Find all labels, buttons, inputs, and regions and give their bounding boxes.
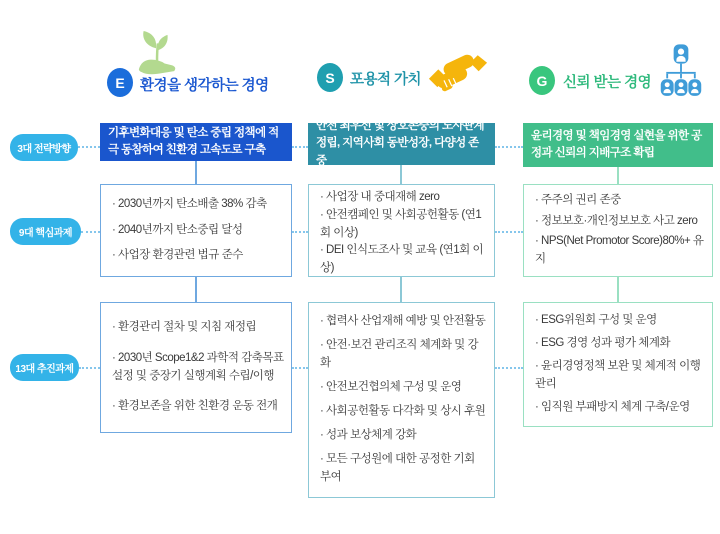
column-connector-line — [195, 161, 197, 184]
list-item: · ESG위원회 구성 및 운영 — [535, 314, 657, 327]
list-item: · 환경관리 절차 및 지침 재정립 — [112, 321, 257, 334]
dotted-connector — [292, 367, 308, 369]
list-item: · 안전보건협의체 구성 및 운영 — [320, 381, 462, 394]
row-pill-strategy-directions: 3대 전략방향 — [10, 134, 78, 161]
list-item: · 2030년 Scope1&2 과학적 감축목표 설정 및 중장기 실행계획 수립/이행 — [112, 351, 284, 382]
strategy-text: 안전 최우선 및 상호존중의 노사관계정립, 지역사회 동반성장, 다양성 존중 — [316, 120, 485, 167]
list-item: · 주주의 권리 존중 — [535, 193, 621, 206]
core-tasks-panel-environment — [100, 184, 292, 277]
dotted-connector — [495, 367, 523, 369]
list-item: · 사업장 환경관련 법규 준수 — [112, 248, 243, 261]
column-title-governance: 신뢰 받는 경영 — [563, 75, 652, 91]
strategy-text: 기후변화대응 및 탄소 중립 정책에 적극 동참하여 친환경 고속도로 구축 — [108, 126, 279, 156]
row-pill-action-tasks: 13대 추진과제 — [10, 354, 79, 381]
handshake-icon — [428, 52, 488, 96]
strategy-box-environment — [100, 123, 292, 161]
dotted-connector — [79, 367, 100, 369]
dotted-connector — [292, 146, 308, 148]
list-item: · DEI 인식도조사 및 교육 (연1회 이상) — [320, 244, 484, 275]
list-item: · 임직원 부패방지 체계 구축/운영 — [535, 401, 690, 413]
list-item: · 성과 보상체계 강화 — [320, 429, 417, 442]
list-item: · 2040년까지 탄소중립 달성 — [112, 223, 243, 236]
list-item: · 2030년까지 탄소배출 38% 감축 — [112, 198, 267, 211]
dotted-connector — [292, 231, 308, 233]
action-tasks-panel-social — [308, 302, 495, 498]
row-pill-core-tasks: 9대 핵심과제 — [10, 218, 81, 245]
action-tasks-panel-governance — [523, 302, 713, 427]
list-item: · 사업장 내 중대재해 zero — [320, 191, 440, 203]
strategy-text: 윤리경영 및 책임경영 실현을 위한 공정과 신뢰의 지배구조 확립 — [531, 129, 702, 159]
list-item: · ESG 경영 성과 평가 체계화 — [535, 337, 671, 350]
list-item: · 사회공헌활동 다각화 및 상시 후원 — [320, 405, 486, 418]
plant-in-hand-icon — [136, 30, 178, 76]
column-connector-line — [617, 167, 619, 184]
dotted-connector — [78, 146, 100, 148]
list-item: · 정보보호·개인정보보호 사고 zero — [535, 214, 698, 227]
list-item: · 모든 구성원에 대한 공정한 기회 부여 — [320, 453, 475, 483]
core-tasks-panel-social — [308, 184, 495, 277]
column-connector-line — [400, 277, 402, 302]
list-item: · 안전캠페인 및 사회공헌활동 (연1회 이상) — [320, 208, 482, 239]
list-item: · 협력사 산업재해 예방 및 안전활동 — [320, 315, 486, 328]
org-chart-icon — [658, 44, 704, 98]
core-tasks-panel-governance — [523, 184, 713, 277]
action-tasks-panel-environment — [100, 302, 292, 433]
column-connector-line — [617, 277, 619, 302]
dotted-connector — [81, 231, 100, 233]
list-item: · 환경보존을 위한 친환경 운동 전개 — [112, 399, 278, 412]
strategy-box-social — [308, 120, 495, 167]
column-title-social: 포용적 가치 — [350, 72, 422, 88]
g-badge: G — [529, 66, 555, 95]
list-item: · 윤리경영정책 보완 및 체계적 이행관리 — [535, 360, 701, 390]
e-badge: E — [107, 68, 133, 97]
column-title-environment: 환경을 생각하는 경영 — [140, 78, 269, 94]
s-badge: S — [317, 63, 343, 92]
dotted-connector — [495, 146, 523, 148]
strategy-box-governance — [523, 123, 713, 167]
list-item: · 안전·보건 관리조직 체계화 및 강화 — [320, 339, 479, 370]
list-item: · NPS(Net Promotor Score)80%+ 유지 — [535, 235, 704, 266]
column-connector-line — [195, 277, 197, 302]
dotted-connector — [495, 231, 523, 233]
